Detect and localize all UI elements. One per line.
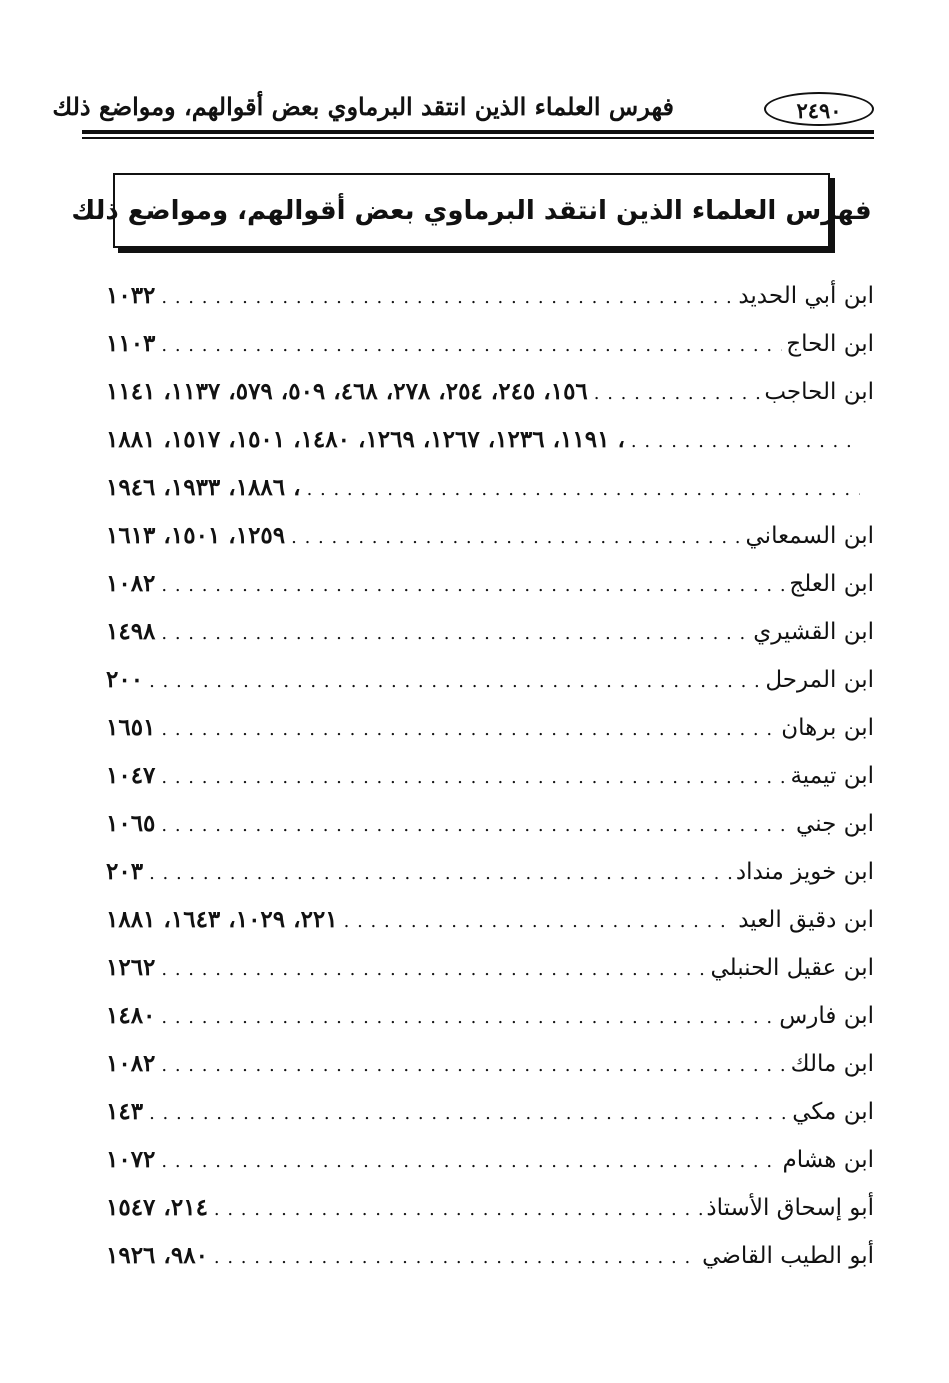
- index-entry: [106, 1232, 874, 1280]
- dot-leader: [161, 562, 785, 610]
- index-entry: [106, 1184, 874, 1232]
- entry-pages: ١٠٨٢: [106, 1050, 156, 1077]
- dot-leader: [161, 1042, 786, 1090]
- entry-name: ابن المرحل: [765, 667, 874, 693]
- entry-name: ابن دقيق العيد: [738, 907, 874, 933]
- index-list: [106, 272, 874, 1280]
- index-entry: [106, 320, 874, 368]
- header-rule-thick: [82, 130, 874, 134]
- dot-leader: [631, 418, 860, 466]
- index-entry: [106, 560, 874, 608]
- dot-leader: [149, 658, 761, 706]
- entry-name: ابن القشيري: [753, 619, 874, 645]
- dot-leader: [161, 610, 749, 658]
- dot-leader: [161, 994, 775, 1042]
- entry-pages: ١٠٧٢: [106, 1146, 156, 1173]
- index-entry: [106, 416, 874, 464]
- entry-pages: ١٤٣: [106, 1098, 144, 1125]
- entry-pages: ١٠٨٢: [106, 570, 156, 597]
- index-entry: [106, 512, 874, 560]
- entry-name: ابن تيمية: [790, 763, 874, 789]
- dot-leader: [344, 898, 735, 946]
- entry-pages: ١٠٦٥: [106, 810, 156, 837]
- entry-pages: ١٠٤٧: [106, 762, 156, 789]
- running-title: فهرس العلماء الذين انتقد البرماوي بعض أقوالهم، ومواضع ذلك: [52, 92, 674, 121]
- index-entry: [106, 656, 874, 704]
- index-entry: [106, 992, 874, 1040]
- entry-name: ابن الحاج: [786, 331, 874, 357]
- dot-leader: [161, 322, 782, 370]
- dot-leader: [161, 706, 777, 754]
- dot-leader: [161, 1138, 778, 1186]
- index-entry: [106, 896, 874, 944]
- entry-pages: ١٥٦، ٢٤٥، ٢٥٤، ٢٧٨، ٤٦٨، ٥٠٩، ٥٧٩، ١١٣٧، ١١٤١: [106, 378, 588, 405]
- entry-pages: ١١٠٣: [106, 330, 156, 357]
- dot-leader: [149, 1090, 788, 1138]
- entry-pages: ١٢٦٢: [106, 954, 156, 981]
- index-entry: [106, 800, 874, 848]
- header-rule-thin: [82, 137, 874, 139]
- entry-name: ابن مكي: [792, 1099, 874, 1125]
- entry-name: ابن مالك: [790, 1051, 874, 1077]
- entry-name: ابن فارس: [779, 1003, 874, 1029]
- entry-pages: ، ١١٩١، ١٢٣٦، ١٢٦٧، ١٢٦٩، ١٤٨٠، ١٥٠١، ١٥١٧، ١٨٨١: [106, 426, 625, 453]
- index-entry: [106, 1040, 874, 1088]
- dot-leader: [161, 802, 792, 850]
- entry-name: أبو إسحاق الأستاذ: [706, 1195, 874, 1221]
- section-title-box: [71, 173, 872, 248]
- dot-leader: [594, 370, 761, 418]
- dot-leader: [161, 274, 734, 322]
- dot-leader: [307, 466, 860, 514]
- index-entry: [106, 608, 874, 656]
- entry-pages: ٩٨٠، ١٩٢٦: [106, 1242, 208, 1269]
- dot-leader: [161, 946, 706, 994]
- entry-pages: ١٤٩٨: [106, 618, 156, 645]
- entry-name: أبو الطيب القاضي: [702, 1243, 874, 1269]
- dot-leader: [149, 850, 732, 898]
- entry-name: ابن برهان: [781, 715, 874, 741]
- index-entry: [106, 1088, 874, 1136]
- entry-name: ابن العلج: [789, 571, 874, 597]
- dot-leader: [214, 1234, 698, 1282]
- entry-name: ابن الحاجب: [764, 379, 874, 405]
- index-entry: [106, 752, 874, 800]
- entry-pages: ٢٠٣: [106, 858, 144, 885]
- dot-leader: [291, 514, 741, 562]
- entry-name: ابن خويز منداد: [735, 859, 874, 885]
- index-entry: [106, 944, 874, 992]
- entry-pages: ١٤٨٠: [106, 1002, 156, 1029]
- entry-name: ابن هشام: [782, 1147, 874, 1173]
- entry-name: ابن عقيل الحنبلي: [710, 955, 874, 981]
- index-entry: [106, 704, 874, 752]
- running-header: [52, 88, 874, 140]
- entry-pages: ١٦٥١: [106, 714, 156, 741]
- entry-name: ابن جني: [796, 811, 874, 837]
- index-entry: [106, 464, 874, 512]
- dot-leader: [161, 754, 786, 802]
- entry-name: ابن السمعاني: [745, 523, 874, 549]
- page-number: ٢٤٩٠: [764, 92, 874, 126]
- index-entry: [106, 368, 874, 416]
- entry-pages: ٢٢١، ١٠٢٩، ١٦٤٣، ١٨٨١: [106, 906, 338, 933]
- entry-pages: ١٢٥٩، ١٥٠١، ١٦١٣: [106, 522, 286, 549]
- index-entry: [106, 848, 874, 896]
- dot-leader: [214, 1186, 702, 1234]
- entry-name: ابن أبي الحديد: [738, 283, 874, 309]
- index-entry: [106, 1136, 874, 1184]
- section-title: فهرس العلماء الذين انتقد البرماوي بعض أقوالهم، ومواضع ذلك: [71, 195, 872, 226]
- index-entry: [106, 272, 874, 320]
- entry-pages: ٢١٤، ١٥٤٧: [106, 1194, 208, 1221]
- entry-pages: ، ١٨٨٦، ١٩٣٣، ١٩٤٦: [106, 474, 301, 501]
- entry-pages: ١٠٣٢: [106, 282, 156, 309]
- entry-pages: ٢٠٠: [106, 666, 144, 693]
